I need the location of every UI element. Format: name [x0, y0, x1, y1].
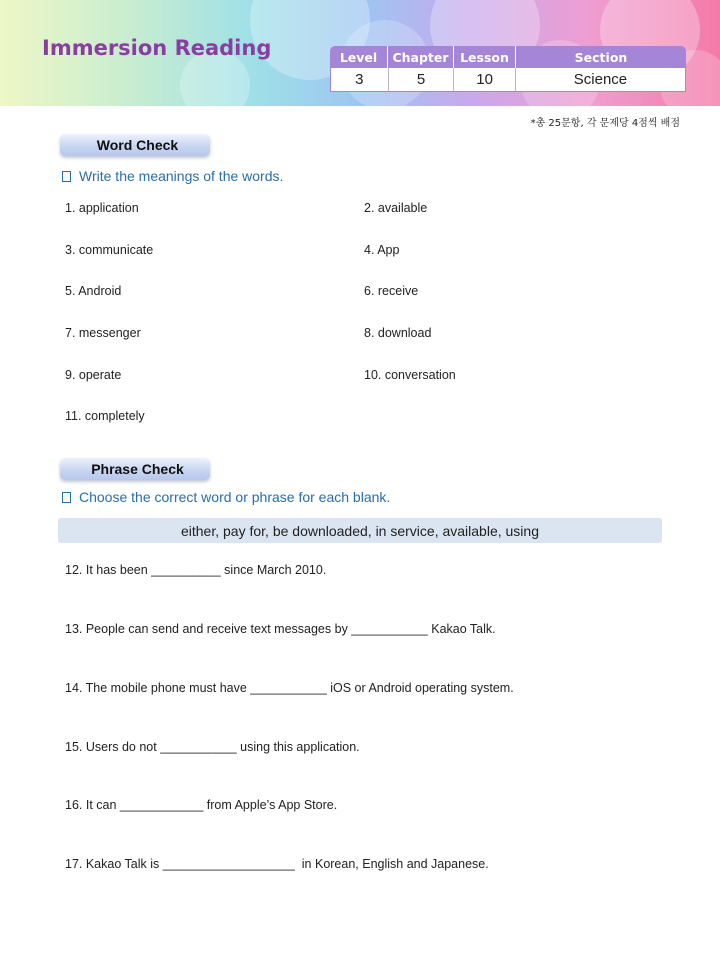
checkbox-square-icon — [62, 171, 71, 182]
lesson-info-table — [330, 46, 686, 94]
word-item: 4. App — [364, 243, 400, 257]
question-item: 12. It has been __________ since March 2010. — [65, 563, 327, 577]
header-banner — [0, 0, 720, 106]
value-section: Science — [573, 71, 628, 88]
header-level: Level — [330, 46, 388, 68]
brand-title: Immersion Reading — [42, 36, 272, 60]
word-item: 2. available — [364, 201, 428, 215]
word-item: 8. download — [364, 326, 432, 340]
word-check-instruction — [60, 168, 283, 184]
header-chapter: Chapter — [388, 46, 454, 68]
question-item: 16. It can ____________ from Apple’s App Store. — [65, 798, 338, 812]
word-item: 11. completely — [65, 409, 145, 423]
scoring-note: *총 25문항, 각 문제당 4점씩 배점 — [530, 118, 680, 129]
word-check-heading — [60, 134, 210, 156]
value-lesson: 10 — [454, 68, 516, 91]
word-item: 6. receive — [364, 284, 419, 298]
word-item: 1. application — [65, 201, 139, 215]
phrase-check-instruction-text: Choose the correct word or phrase for each blank. — [79, 489, 391, 505]
word-item: 9. operate — [65, 368, 122, 382]
phrase-check-title: Phrase Check — [91, 461, 184, 477]
phrase-check-instruction — [60, 489, 390, 505]
question-item: 13. People can send and receive text messages by ___________ Kakao Talk. — [65, 622, 496, 636]
word-bank-box: either, pay for, be downloaded, in service, available, using — [58, 518, 662, 543]
question-item: 15. Users do not ___________ using this application. — [65, 740, 360, 754]
word-check-instruction-text: Write the meanings of the words. — [79, 168, 284, 184]
value-level: 3 — [331, 68, 389, 91]
lesson-info-header-row — [330, 46, 686, 68]
header-section: Section — [574, 49, 628, 65]
question-item: 14. The mobile phone must have ___________ iOS or Android operating system. — [65, 681, 514, 695]
phrase-check-heading — [60, 458, 210, 480]
header-lesson: Lesson — [454, 46, 516, 68]
checkbox-square-icon — [62, 492, 71, 503]
word-item: 7. messenger — [65, 326, 141, 340]
word-check-title: Word Check — [96, 137, 179, 153]
value-chapter: 5 — [389, 68, 455, 91]
word-item: 10. conversation — [364, 368, 456, 382]
word-item: 3. communicate — [65, 243, 154, 257]
word-item: 5. Android — [65, 284, 122, 298]
lesson-info-value-row — [330, 68, 686, 92]
question-item: 17. Kakao Talk is ___________________ in Korean, English and Japanese. — [65, 857, 489, 871]
